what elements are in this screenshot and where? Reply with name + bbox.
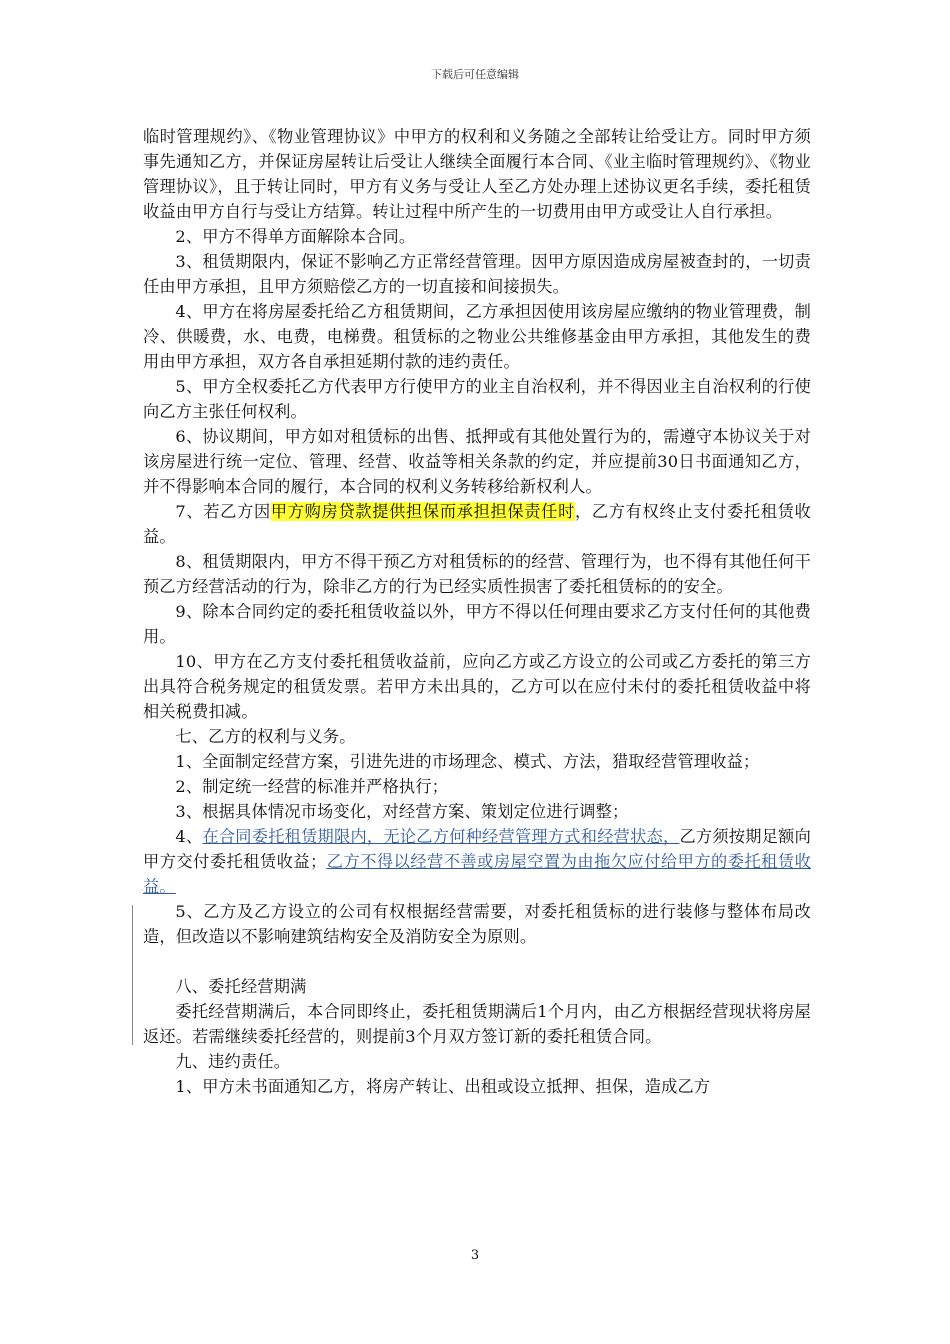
paragraph: 2、甲方不得单方面解除本合同。 [175,227,416,246]
text-run: 4、 [175,827,203,846]
revision-text[interactable]: 乙方不得以经营不善或房屋空置为由拖欠应付给甲方的委托租赁收益。 [143,852,811,896]
paragraph: 9、除本合同约定的委托租赁收益以外，甲方不得以任何理由要求乙方支付任何的其他费用。 [143,602,811,646]
paragraph: 4、甲方在将房屋委托给乙方租赁期间，乙方承担因使用该房屋应缴纳的物业管理费，制冷、供暖费，水、电费，电梯费。租赁标的之物业公共维修基金由甲方承担，其他发生的费用由甲方承担，双方各自承担延期付款的违约责任。 [143,302,811,371]
paragraph: 临时管理规约》、《物业管理协议》中甲方的权利和义务随之全部转让给受让方。同时甲方须事先通知乙方，并保证房屋转让后受让人继续全面履行本合同、《业主临时管理规约》、《物业管理协议》，且于转让同时，甲方有义务与受让人至乙方处办理上述协议更名手续，委托租赁收益由甲方自行与受让方结算。转让过程中所产生的一切费用由甲方或受让人自行承担。 [143,127,811,221]
section-heading: 八、委托经营期满 [175,977,307,996]
text-run: ，乙方有权终止支付委托租赁收益。 [143,502,811,546]
paragraph [143,499,811,549]
highlighted-text: 甲方购房贷款提供担保而承担担保责任时 [270,502,575,521]
revision-bar [132,905,133,1045]
revision-text[interactable]: 在合同委托租赁期限内，无论乙方何种经营管理方式和经营状态， [202,827,680,846]
paragraph: 委托经营期满后，本合同即终止，委托租赁期满后1个月内，由乙方根据经营现状将房屋返还。若需继续委托经营的，则提前3个月双方签订新的委托租赁合同。 [143,1002,811,1046]
text-run: 7、若乙方因 [175,502,271,521]
document-body [143,124,811,1099]
paragraph: 6、协议期间，甲方如对租赁标的出售、抵押或有其他处置行为的，需遵守本协议关于对该房屋进行统一定位、管理、经营、收益等相关条款的约定，并应提前30日书面通知乙方，并不得影响本合同的履行，本合同的权利义务转移给新权利人。 [143,427,811,496]
paragraph: 3、租赁期限内，保证不影响乙方正常经营管理。因甲方原因造成房屋被查封的，一切责任由甲方承担，且甲方须赔偿乙方的一切直接和间接损失。 [143,252,811,296]
paragraph [143,824,811,899]
paragraph: 1、全面制定经营方案，引进先进的市场理念、模式、方法，猎取经营管理收益； [175,752,760,771]
paragraph: 8、租赁期限内，甲方不得干预乙方对租赁标的的经营、管理行为，也不得有其他任何干预乙方经营活动的行为，除非乙方的行为已经实质性损害了委托租赁标的的安全。 [143,552,811,596]
paragraph: 10、甲方在乙方支付委托租赁收益前，应向乙方或乙方设立的公司或乙方委托的第三方出具符合税务规定的租赁发票。若甲方未出具的，乙方可以在应付未付的委托租赁收益中将相关税费扣减。 [143,652,811,721]
paragraph: 3、根据具体情况市场变化，对经营方案、策划定位进行调整； [175,802,629,821]
section-heading: 九、违约责任。 [175,1052,291,1071]
section-heading: 七、乙方的权利与义务。 [175,727,356,746]
text-run: 乙方须按期足额向甲方交付委托租赁收益； [143,827,811,871]
paragraph: 1、甲方未书面通知乙方，将房产转让、出租或设立抵押、担保，造成乙方 [175,1077,711,1096]
paragraph: 5、乙方及乙方设立的公司有权根据经营需要，对委托租赁标的进行装修与整体布局改造，但改造以不影响建筑结构安全及消防安全为原则。 [143,902,811,946]
blank-line [143,949,811,974]
paragraph: 2、制定统一经营的标准并严格执行； [175,777,449,796]
page-number: 3 [470,1248,480,1263]
paragraph: 5、甲方全权委托乙方代表甲方行使甲方的业主自治权利，并不得因业主自治权利的行使向乙方主张任何权利。 [143,377,811,421]
page-header: 下载后可任意编辑 [431,68,519,81]
